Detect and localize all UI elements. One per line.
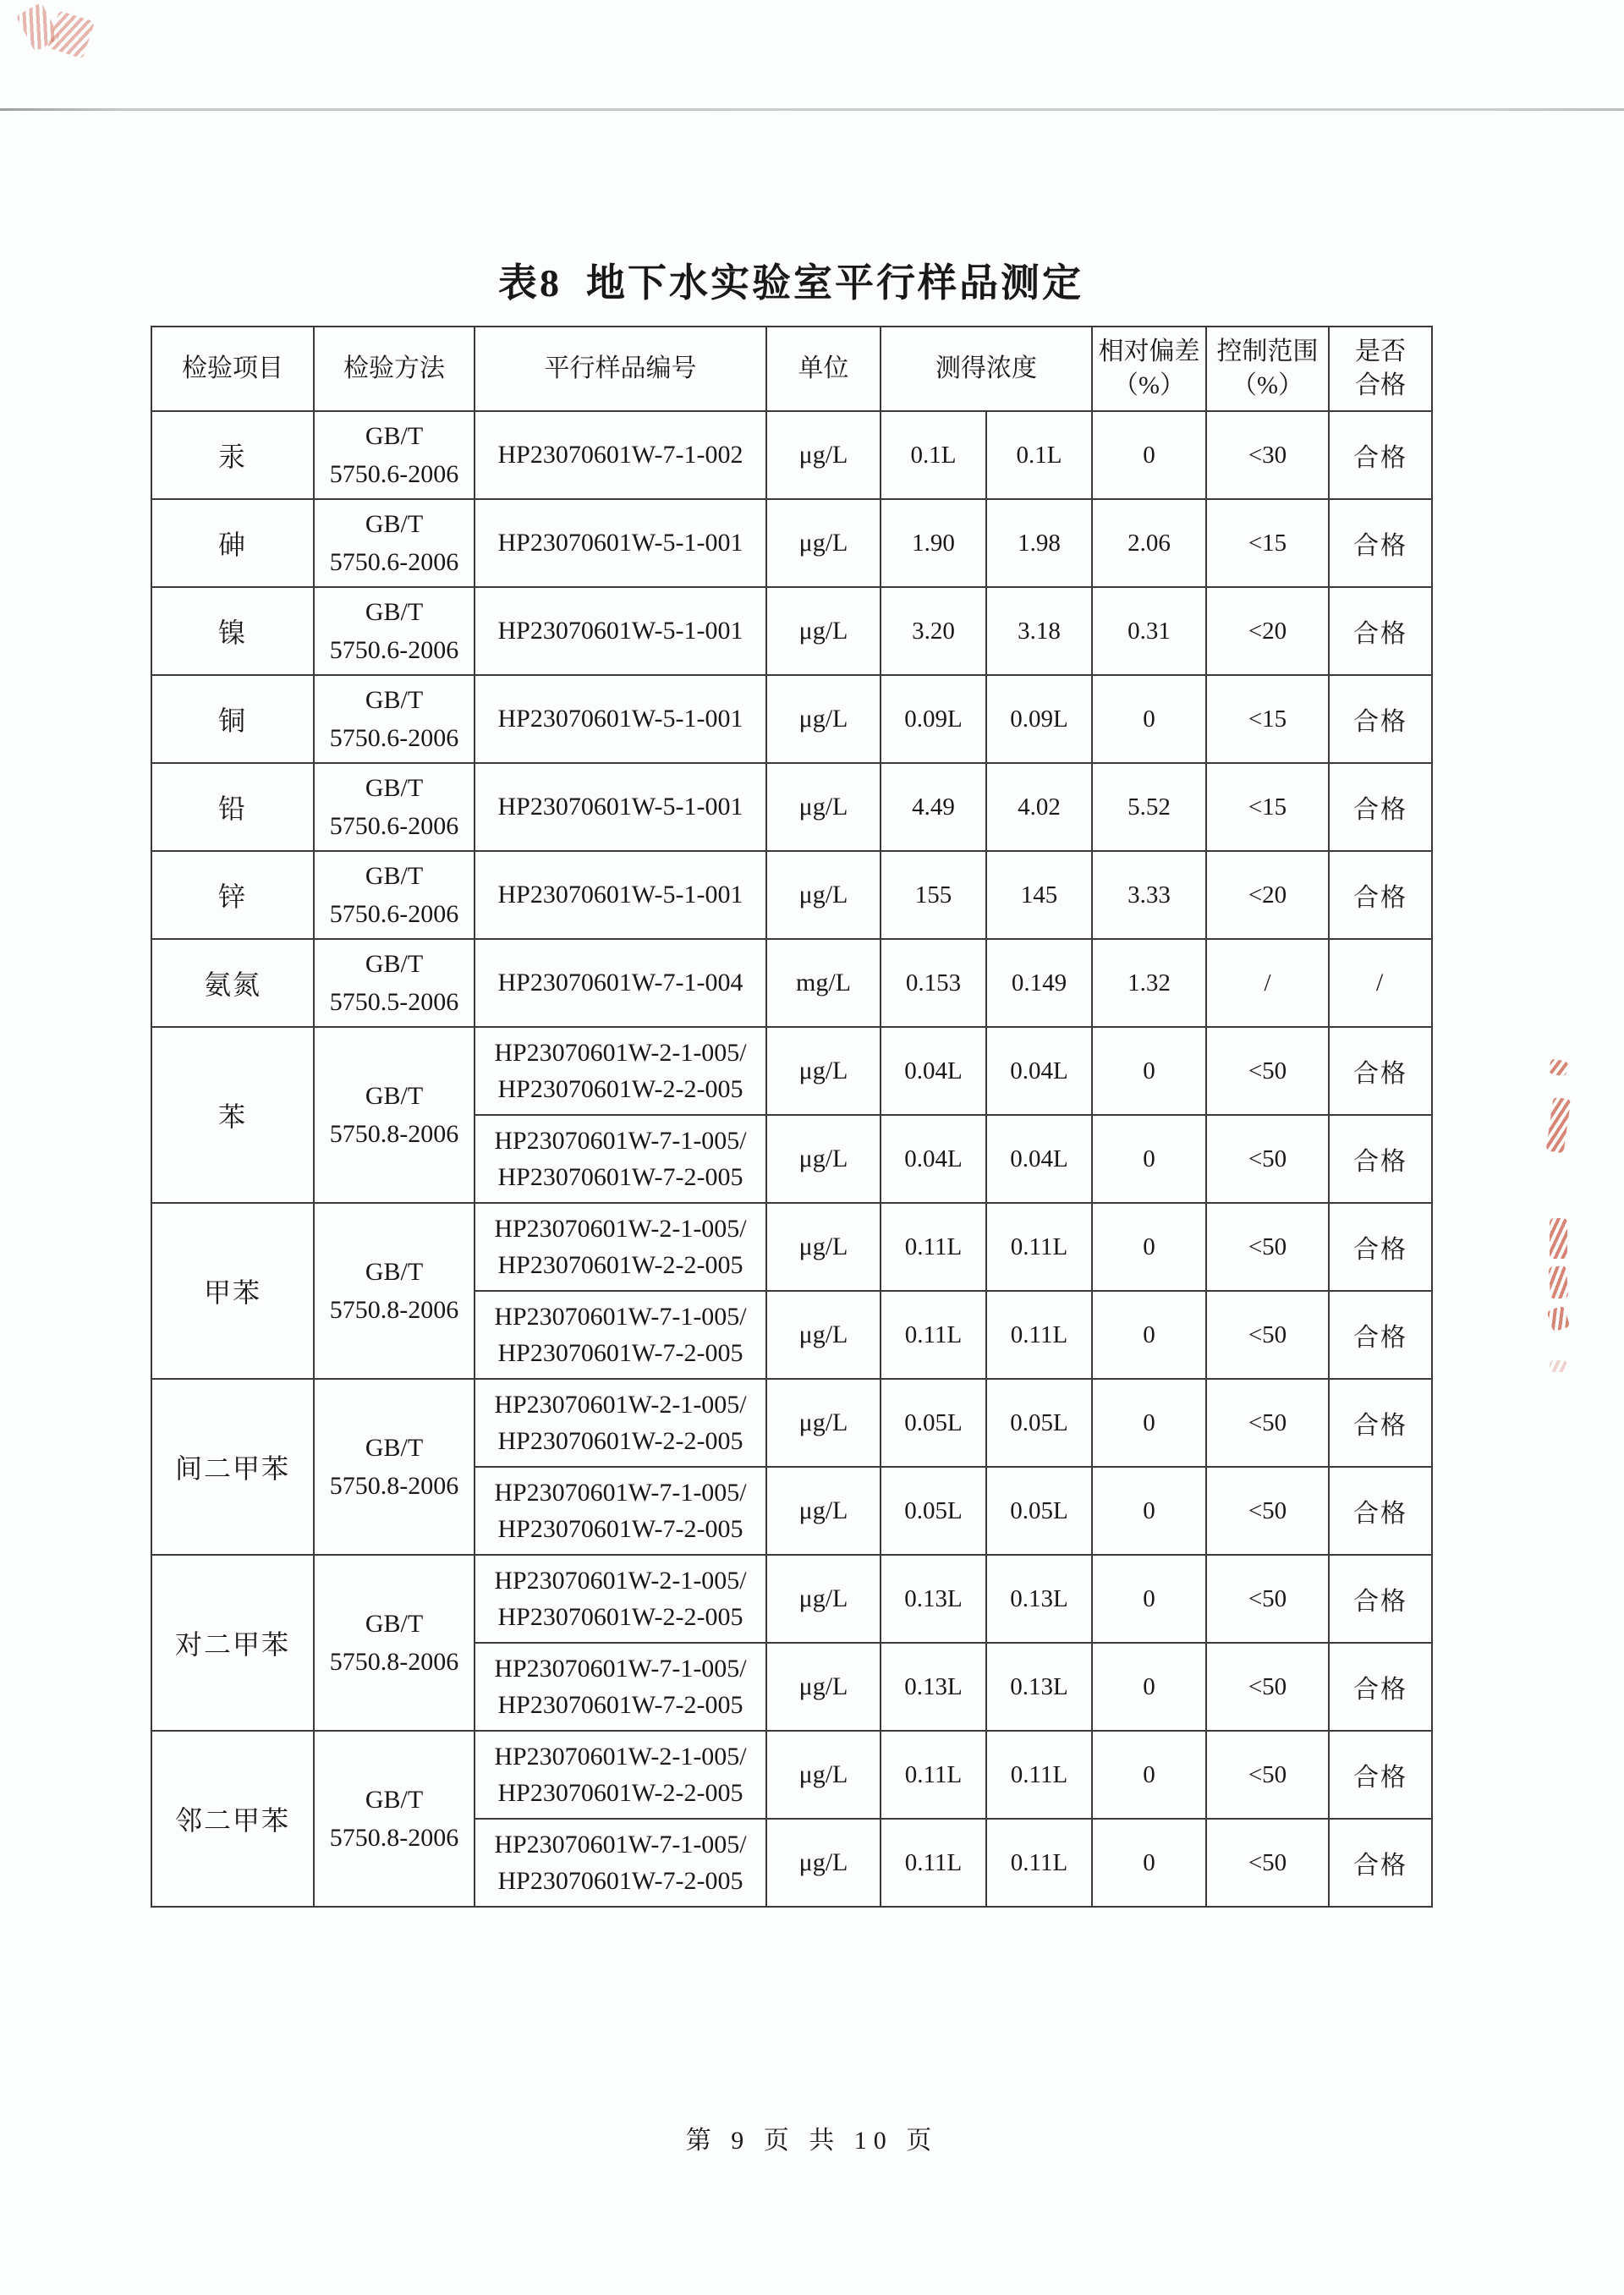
sample-id-cell xyxy=(475,1291,766,1379)
table-row xyxy=(151,1203,1432,1291)
qualified-cell: 合格 xyxy=(1329,1379,1432,1467)
deviation-cell: 0 xyxy=(1092,1555,1206,1643)
sample-id-cell xyxy=(475,851,766,939)
deviation-cell: 0 xyxy=(1092,1643,1206,1731)
sample-id-cell-line: HP23070601W-7-2-005 xyxy=(497,1515,743,1543)
concentration-2-cell: 0.05L xyxy=(986,1379,1092,1467)
deviation-cell: 0 xyxy=(1092,1819,1206,1907)
qualified-cell: 合格 xyxy=(1329,411,1432,499)
sample-id-cell-line: HP23070601W-5-1-001 xyxy=(497,793,743,821)
control-range-cell: <50 xyxy=(1206,1115,1329,1203)
concentration-2-cell: 0.09L xyxy=(986,675,1092,763)
unit-cell: μg/L xyxy=(766,1819,881,1907)
concentration-2-cell: 0.11L xyxy=(986,1819,1092,1907)
method-cell xyxy=(314,587,475,675)
qualified-cell: 合格 xyxy=(1329,1467,1432,1555)
control-range-cell: <30 xyxy=(1206,411,1329,499)
control-range-cell: <20 xyxy=(1206,587,1329,675)
concentration-1-cell: 0.153 xyxy=(881,939,986,1027)
method-cell-line: GB/T xyxy=(365,1610,424,1638)
sample-id-cell-line: HP23070601W-2-2-005 xyxy=(497,1603,743,1631)
sample-id-cell-line: HP23070601W-5-1-001 xyxy=(497,617,743,645)
unit-cell: μg/L xyxy=(766,763,881,851)
concentration-1-cell: 0.09L xyxy=(881,675,986,763)
sample-id-cell-line: HP23070601W-2-1-005/ xyxy=(494,1566,747,1595)
sample-id-cell-line: HP23070601W-7-2-005 xyxy=(497,1867,743,1895)
concentration-1-cell: 3.20 xyxy=(881,587,986,675)
sample-id-cell xyxy=(475,1379,766,1467)
header-control-range xyxy=(1206,327,1329,411)
concentration-2-cell: 0.149 xyxy=(986,939,1092,1027)
item-cell: 铅 xyxy=(151,763,314,851)
concentration-2-cell: 0.05L xyxy=(986,1467,1092,1555)
table-row xyxy=(151,851,1432,939)
concentration-2-cell: 4.02 xyxy=(986,763,1092,851)
header-qualified xyxy=(1329,327,1432,411)
header-method: 检验方法 xyxy=(314,327,475,411)
qualified-cell: 合格 xyxy=(1329,1819,1432,1907)
method-cell-line: GB/T xyxy=(365,686,424,714)
table-row xyxy=(151,587,1432,675)
control-range-cell: <15 xyxy=(1206,499,1329,587)
table-row xyxy=(151,675,1432,763)
item-cell: 汞 xyxy=(151,411,314,499)
item-cell: 苯 xyxy=(151,1027,314,1203)
qualified-cell: 合格 xyxy=(1329,1203,1432,1291)
sample-id-cell xyxy=(475,1555,766,1643)
table-row xyxy=(151,1731,1432,1819)
method-cell-line: 5750.8-2006 xyxy=(329,1296,459,1324)
concentration-2-cell: 0.11L xyxy=(986,1731,1092,1819)
qualified-cell: 合格 xyxy=(1329,499,1432,587)
concentration-1-cell: 0.04L xyxy=(881,1115,986,1203)
sample-id-cell xyxy=(475,499,766,587)
unit-cell: μg/L xyxy=(766,587,881,675)
sample-id-cell-line: HP23070601W-7-1-002 xyxy=(497,441,743,469)
sample-id-cell-line: HP23070601W-2-1-005/ xyxy=(494,1038,747,1067)
control-range-cell: <20 xyxy=(1206,851,1329,939)
concentration-2-cell: 145 xyxy=(986,851,1092,939)
method-cell xyxy=(314,1555,475,1731)
sample-id-cell-line: HP23070601W-2-2-005 xyxy=(497,1779,743,1807)
qualified-cell: 合格 xyxy=(1329,851,1432,939)
sample-id-cell-line: HP23070601W-7-1-004 xyxy=(497,969,743,997)
method-cell-line: GB/T xyxy=(365,510,424,538)
deviation-cell: 0 xyxy=(1092,675,1206,763)
table-row xyxy=(151,499,1432,587)
sample-id-cell-line: HP23070601W-7-2-005 xyxy=(497,1339,743,1367)
method-cell-line: 5750.8-2006 xyxy=(329,1120,459,1148)
control-range-cell: <50 xyxy=(1206,1379,1329,1467)
table-row xyxy=(151,1379,1432,1467)
concentration-1-cell: 4.49 xyxy=(881,763,986,851)
control-range-cell: <50 xyxy=(1206,1467,1329,1555)
deviation-cell: 5.52 xyxy=(1092,763,1206,851)
header-concentration: 测得浓度 xyxy=(881,327,1092,411)
table-row xyxy=(151,1555,1432,1643)
method-cell xyxy=(314,939,475,1027)
method-cell-line: 5750.6-2006 xyxy=(329,460,459,488)
item-cell: 邻二甲苯 xyxy=(151,1731,314,1907)
concentration-1-cell: 155 xyxy=(881,851,986,939)
deviation-cell: 0 xyxy=(1092,411,1206,499)
method-cell xyxy=(314,675,475,763)
sample-id-cell xyxy=(475,1467,766,1555)
deviation-cell: 3.33 xyxy=(1092,851,1206,939)
method-cell-line: 5750.6-2006 xyxy=(329,636,459,664)
red-seal-fragment xyxy=(1546,1097,1572,1153)
sample-id-cell-line: HP23070601W-5-1-001 xyxy=(497,705,743,733)
control-range-cell: <50 xyxy=(1206,1819,1329,1907)
red-seal-fragment xyxy=(1546,1305,1570,1331)
concentration-1-cell: 0.13L xyxy=(881,1643,986,1731)
concentration-1-cell: 0.13L xyxy=(881,1555,986,1643)
method-cell xyxy=(314,851,475,939)
control-range-cell: <50 xyxy=(1206,1643,1329,1731)
item-cell: 砷 xyxy=(151,499,314,587)
qualified-cell: / xyxy=(1329,939,1432,1027)
unit-cell: μg/L xyxy=(766,1379,881,1467)
sample-id-cell-line: HP23070601W-7-1-005/ xyxy=(494,1830,747,1859)
table-body xyxy=(151,411,1432,1907)
sample-id-cell xyxy=(475,1203,766,1291)
sample-id-cell-line: HP23070601W-2-1-005/ xyxy=(494,1742,747,1771)
table-row xyxy=(151,1027,1432,1115)
sample-id-cell-line: HP23070601W-7-1-005/ xyxy=(494,1126,747,1155)
unit-cell: μg/L xyxy=(766,1731,881,1819)
sample-id-cell-line: HP23070601W-7-2-005 xyxy=(497,1691,743,1719)
concentration-1-cell: 0.1L xyxy=(881,411,986,499)
concentration-2-cell: 0.1L xyxy=(986,411,1092,499)
control-range-cell: <50 xyxy=(1206,1291,1329,1379)
deviation-cell: 0 xyxy=(1092,1379,1206,1467)
header-line: 相对偏差 xyxy=(1098,337,1200,365)
item-cell: 氨氮 xyxy=(151,939,314,1027)
item-cell: 镍 xyxy=(151,587,314,675)
method-cell xyxy=(314,411,475,499)
method-cell-line: GB/T xyxy=(365,1786,424,1814)
deviation-cell: 0 xyxy=(1092,1027,1206,1115)
sample-id-cell xyxy=(475,763,766,851)
unit-cell: μg/L xyxy=(766,1467,881,1555)
method-cell-line: GB/T xyxy=(365,950,424,978)
concentration-2-cell: 0.04L xyxy=(986,1115,1092,1203)
header-item: 检验项目 xyxy=(151,327,314,411)
unit-cell: μg/L xyxy=(766,1203,881,1291)
sample-id-cell-line: HP23070601W-7-1-005/ xyxy=(494,1654,747,1683)
qualified-cell: 合格 xyxy=(1329,1115,1432,1203)
concentration-2-cell: 0.11L xyxy=(986,1291,1092,1379)
deviation-cell: 1.32 xyxy=(1092,939,1206,1027)
method-cell-line: 5750.6-2006 xyxy=(329,812,459,840)
method-cell-line: 5750.8-2006 xyxy=(329,1648,459,1676)
method-cell-line: GB/T xyxy=(365,598,424,626)
method-cell-line: GB/T xyxy=(365,1082,424,1110)
method-cell-line: GB/T xyxy=(365,862,424,890)
unit-cell: μg/L xyxy=(766,1115,881,1203)
table-row xyxy=(151,763,1432,851)
header-line: （%） xyxy=(1232,371,1303,399)
concentration-1-cell: 0.04L xyxy=(881,1027,986,1115)
sample-id-cell-line: HP23070601W-2-1-005/ xyxy=(494,1214,747,1243)
item-cell: 间二甲苯 xyxy=(151,1379,314,1555)
sample-id-cell-line: HP23070601W-5-1-001 xyxy=(497,529,743,557)
qualified-cell: 合格 xyxy=(1329,1291,1432,1379)
deviation-cell: 0 xyxy=(1092,1291,1206,1379)
qualified-cell: 合格 xyxy=(1329,1555,1432,1643)
item-cell: 对二甲苯 xyxy=(151,1555,314,1731)
method-cell-line: GB/T xyxy=(365,422,424,450)
item-cell: 锌 xyxy=(151,851,314,939)
item-cell: 铜 xyxy=(151,675,314,763)
control-range-cell: <50 xyxy=(1206,1731,1329,1819)
table-row xyxy=(151,411,1432,499)
method-cell xyxy=(314,1731,475,1907)
header-relative-deviation xyxy=(1092,327,1206,411)
parallel-sample-table xyxy=(151,326,1433,1908)
sample-id-cell xyxy=(475,1115,766,1203)
control-range-cell: / xyxy=(1206,939,1329,1027)
item-cell: 甲苯 xyxy=(151,1203,314,1379)
sample-id-cell xyxy=(475,1731,766,1819)
control-range-cell: <15 xyxy=(1206,675,1329,763)
unit-cell: μg/L xyxy=(766,1291,881,1379)
method-cell xyxy=(314,1379,475,1555)
method-cell xyxy=(314,1027,475,1203)
concentration-1-cell: 0.11L xyxy=(881,1291,986,1379)
sample-id-cell-line: HP23070601W-5-1-001 xyxy=(497,881,743,909)
unit-cell: μg/L xyxy=(766,675,881,763)
red-seal-fragment xyxy=(1550,1218,1567,1259)
table-title: 表8 地下水实验室平行样品测定 xyxy=(498,261,1084,305)
concentration-1-cell: 0.11L xyxy=(881,1203,986,1291)
method-cell-line: GB/T xyxy=(365,774,424,802)
qualified-cell: 合格 xyxy=(1329,763,1432,851)
header-line: 控制范围 xyxy=(1216,337,1319,365)
sample-id-cell xyxy=(475,939,766,1027)
sample-id-cell-line: HP23070601W-2-2-005 xyxy=(497,1251,743,1279)
deviation-cell: 0 xyxy=(1092,1731,1206,1819)
concentration-2-cell: 0.13L xyxy=(986,1555,1092,1643)
method-cell xyxy=(314,763,475,851)
header-sample-id: 平行样品编号 xyxy=(475,327,766,411)
deviation-cell: 0 xyxy=(1092,1467,1206,1555)
method-cell-line: 5750.6-2006 xyxy=(329,548,459,576)
concentration-1-cell: 0.05L xyxy=(881,1467,986,1555)
unit-cell: μg/L xyxy=(766,1027,881,1115)
sample-id-cell-line: HP23070601W-2-2-005 xyxy=(497,1075,743,1103)
header-row xyxy=(151,327,1432,411)
qualified-cell: 合格 xyxy=(1329,1643,1432,1731)
sample-id-cell xyxy=(475,587,766,675)
concentration-1-cell: 0.11L xyxy=(881,1731,986,1819)
unit-cell: mg/L xyxy=(766,939,881,1027)
concentration-1-cell: 0.11L xyxy=(881,1819,986,1907)
concentration-1-cell: 0.05L xyxy=(881,1379,986,1467)
sample-id-cell xyxy=(475,1027,766,1115)
unit-cell: μg/L xyxy=(766,851,881,939)
deviation-cell: 0.31 xyxy=(1092,587,1206,675)
method-cell-line: 5750.8-2006 xyxy=(329,1824,459,1852)
unit-cell: μg/L xyxy=(766,411,881,499)
control-range-cell: <15 xyxy=(1206,763,1329,851)
corner-red-mark xyxy=(47,10,95,58)
sample-id-cell-line: HP23070601W-2-2-005 xyxy=(497,1427,743,1455)
method-cell-line: 5750.8-2006 xyxy=(329,1472,459,1500)
sample-id-cell xyxy=(475,411,766,499)
deviation-cell: 0 xyxy=(1092,1115,1206,1203)
method-cell-line: 5750.6-2006 xyxy=(329,724,459,752)
qualified-cell: 合格 xyxy=(1329,675,1432,763)
header-line: （%） xyxy=(1113,371,1185,399)
concentration-1-cell: 1.90 xyxy=(881,499,986,587)
method-cell xyxy=(314,499,475,587)
deviation-cell: 0 xyxy=(1092,1203,1206,1291)
unit-cell: μg/L xyxy=(766,1643,881,1731)
deviation-cell: 2.06 xyxy=(1092,499,1206,587)
concentration-2-cell: 0.04L xyxy=(986,1027,1092,1115)
concentration-2-cell: 3.18 xyxy=(986,587,1092,675)
sample-id-cell-line: HP23070601W-7-1-005/ xyxy=(494,1302,747,1331)
method-cell-line: GB/T xyxy=(365,1434,424,1462)
sample-id-cell xyxy=(475,1819,766,1907)
unit-cell: μg/L xyxy=(766,1555,881,1643)
method-cell-line: 5750.5-2006 xyxy=(329,988,459,1016)
red-seal-fragment xyxy=(1550,1360,1567,1372)
method-cell-line: 5750.6-2006 xyxy=(329,900,459,928)
qualified-cell: 合格 xyxy=(1329,1731,1432,1819)
control-range-cell: <50 xyxy=(1206,1203,1329,1291)
page-number: 第 9 页 共 10 页 xyxy=(685,2127,939,2155)
scan-artifact-line xyxy=(0,108,1624,111)
concentration-2-cell: 0.11L xyxy=(986,1203,1092,1291)
sample-id-cell xyxy=(475,1643,766,1731)
red-seal-fragment xyxy=(1548,1058,1568,1077)
sample-id-cell-line: HP23070601W-7-1-005/ xyxy=(494,1478,747,1507)
qualified-cell: 合格 xyxy=(1329,587,1432,675)
sample-id-cell-line: HP23070601W-7-2-005 xyxy=(497,1163,743,1191)
control-range-cell: <50 xyxy=(1206,1027,1329,1115)
header-line: 是否 xyxy=(1355,337,1406,365)
qualified-cell: 合格 xyxy=(1329,1027,1432,1115)
method-cell-line: GB/T xyxy=(365,1258,424,1286)
concentration-2-cell: 0.13L xyxy=(986,1643,1092,1731)
control-range-cell: <50 xyxy=(1206,1555,1329,1643)
red-seal-fragment xyxy=(1549,1266,1569,1298)
sample-id-cell xyxy=(475,675,766,763)
header-unit: 单位 xyxy=(766,327,881,411)
table-row xyxy=(151,939,1432,1027)
header-line: 合格 xyxy=(1355,371,1406,399)
concentration-2-cell: 1.98 xyxy=(986,499,1092,587)
unit-cell: μg/L xyxy=(766,499,881,587)
method-cell xyxy=(314,1203,475,1379)
sample-id-cell-line: HP23070601W-2-1-005/ xyxy=(494,1390,747,1419)
